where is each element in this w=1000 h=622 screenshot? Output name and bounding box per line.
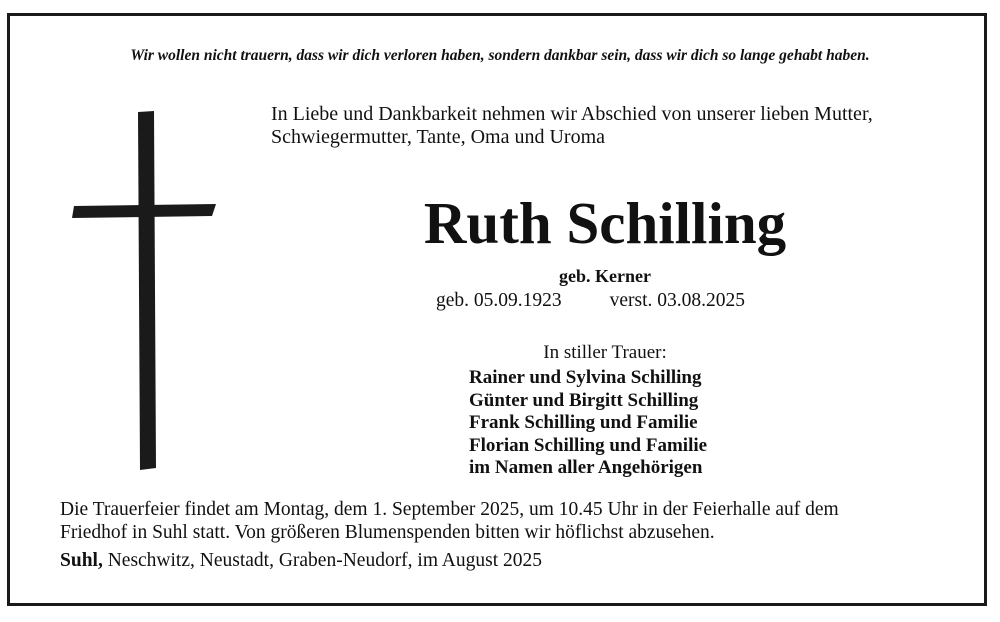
maiden-name: geb. Kerner	[559, 266, 651, 286]
funeral-service-text	[60, 498, 960, 544]
place-rest: Neschwitz, Neustadt, Graben-Neudorf, im August 2025	[102, 550, 543, 571]
place-and-date	[60, 549, 960, 572]
cross-icon	[70, 110, 218, 472]
intro-line-2: Schwiegermutter, Tante, Oma und Uroma	[271, 126, 606, 148]
cross-horizontal-beam	[72, 204, 216, 218]
place-town: Suhl,	[60, 550, 103, 571]
mourner-item: im Namen aller Angehörigen	[469, 457, 703, 478]
cross-vertical-beam	[138, 111, 156, 470]
mourner-item: Günter und Birgitt Schilling	[469, 389, 699, 411]
deceased-name: Ruth Schilling	[423, 190, 787, 256]
birth-date: geb. 05.09.1923	[436, 290, 562, 311]
mourners-list	[469, 367, 829, 480]
motto-quote: Wir wollen nicht trauern, dass wir dich verloren haben, sondern dankbar sein, dass wir dich so lange gehabt haben.	[130, 47, 870, 64]
service-line-2: Friedhof in Suhl statt. Von größeren Blumenspenden bitten wir höflichst abzusehen.	[60, 522, 715, 543]
mourning-heading: In stiller Trauer:	[543, 342, 667, 363]
service-line-1: Die Trauerfeier findet am Montag, dem 1. September 2025, um 10.45 Uhr in der Feierhalle auf dem	[60, 499, 839, 520]
mourner-item: Rainer und Sylvina Schilling	[469, 367, 702, 388]
death-date: verst. 03.08.2025	[609, 290, 746, 311]
mourner-item: Frank Schilling und Familie	[469, 412, 698, 433]
mourner-item: Florian Schilling und Familie	[469, 434, 708, 456]
life-dates	[436, 289, 836, 313]
intro-line-1: In Liebe und Dankbarkeit nehmen wir Abschied von unserer lieben Mutter,	[271, 103, 873, 125]
intro-text	[271, 103, 971, 149]
